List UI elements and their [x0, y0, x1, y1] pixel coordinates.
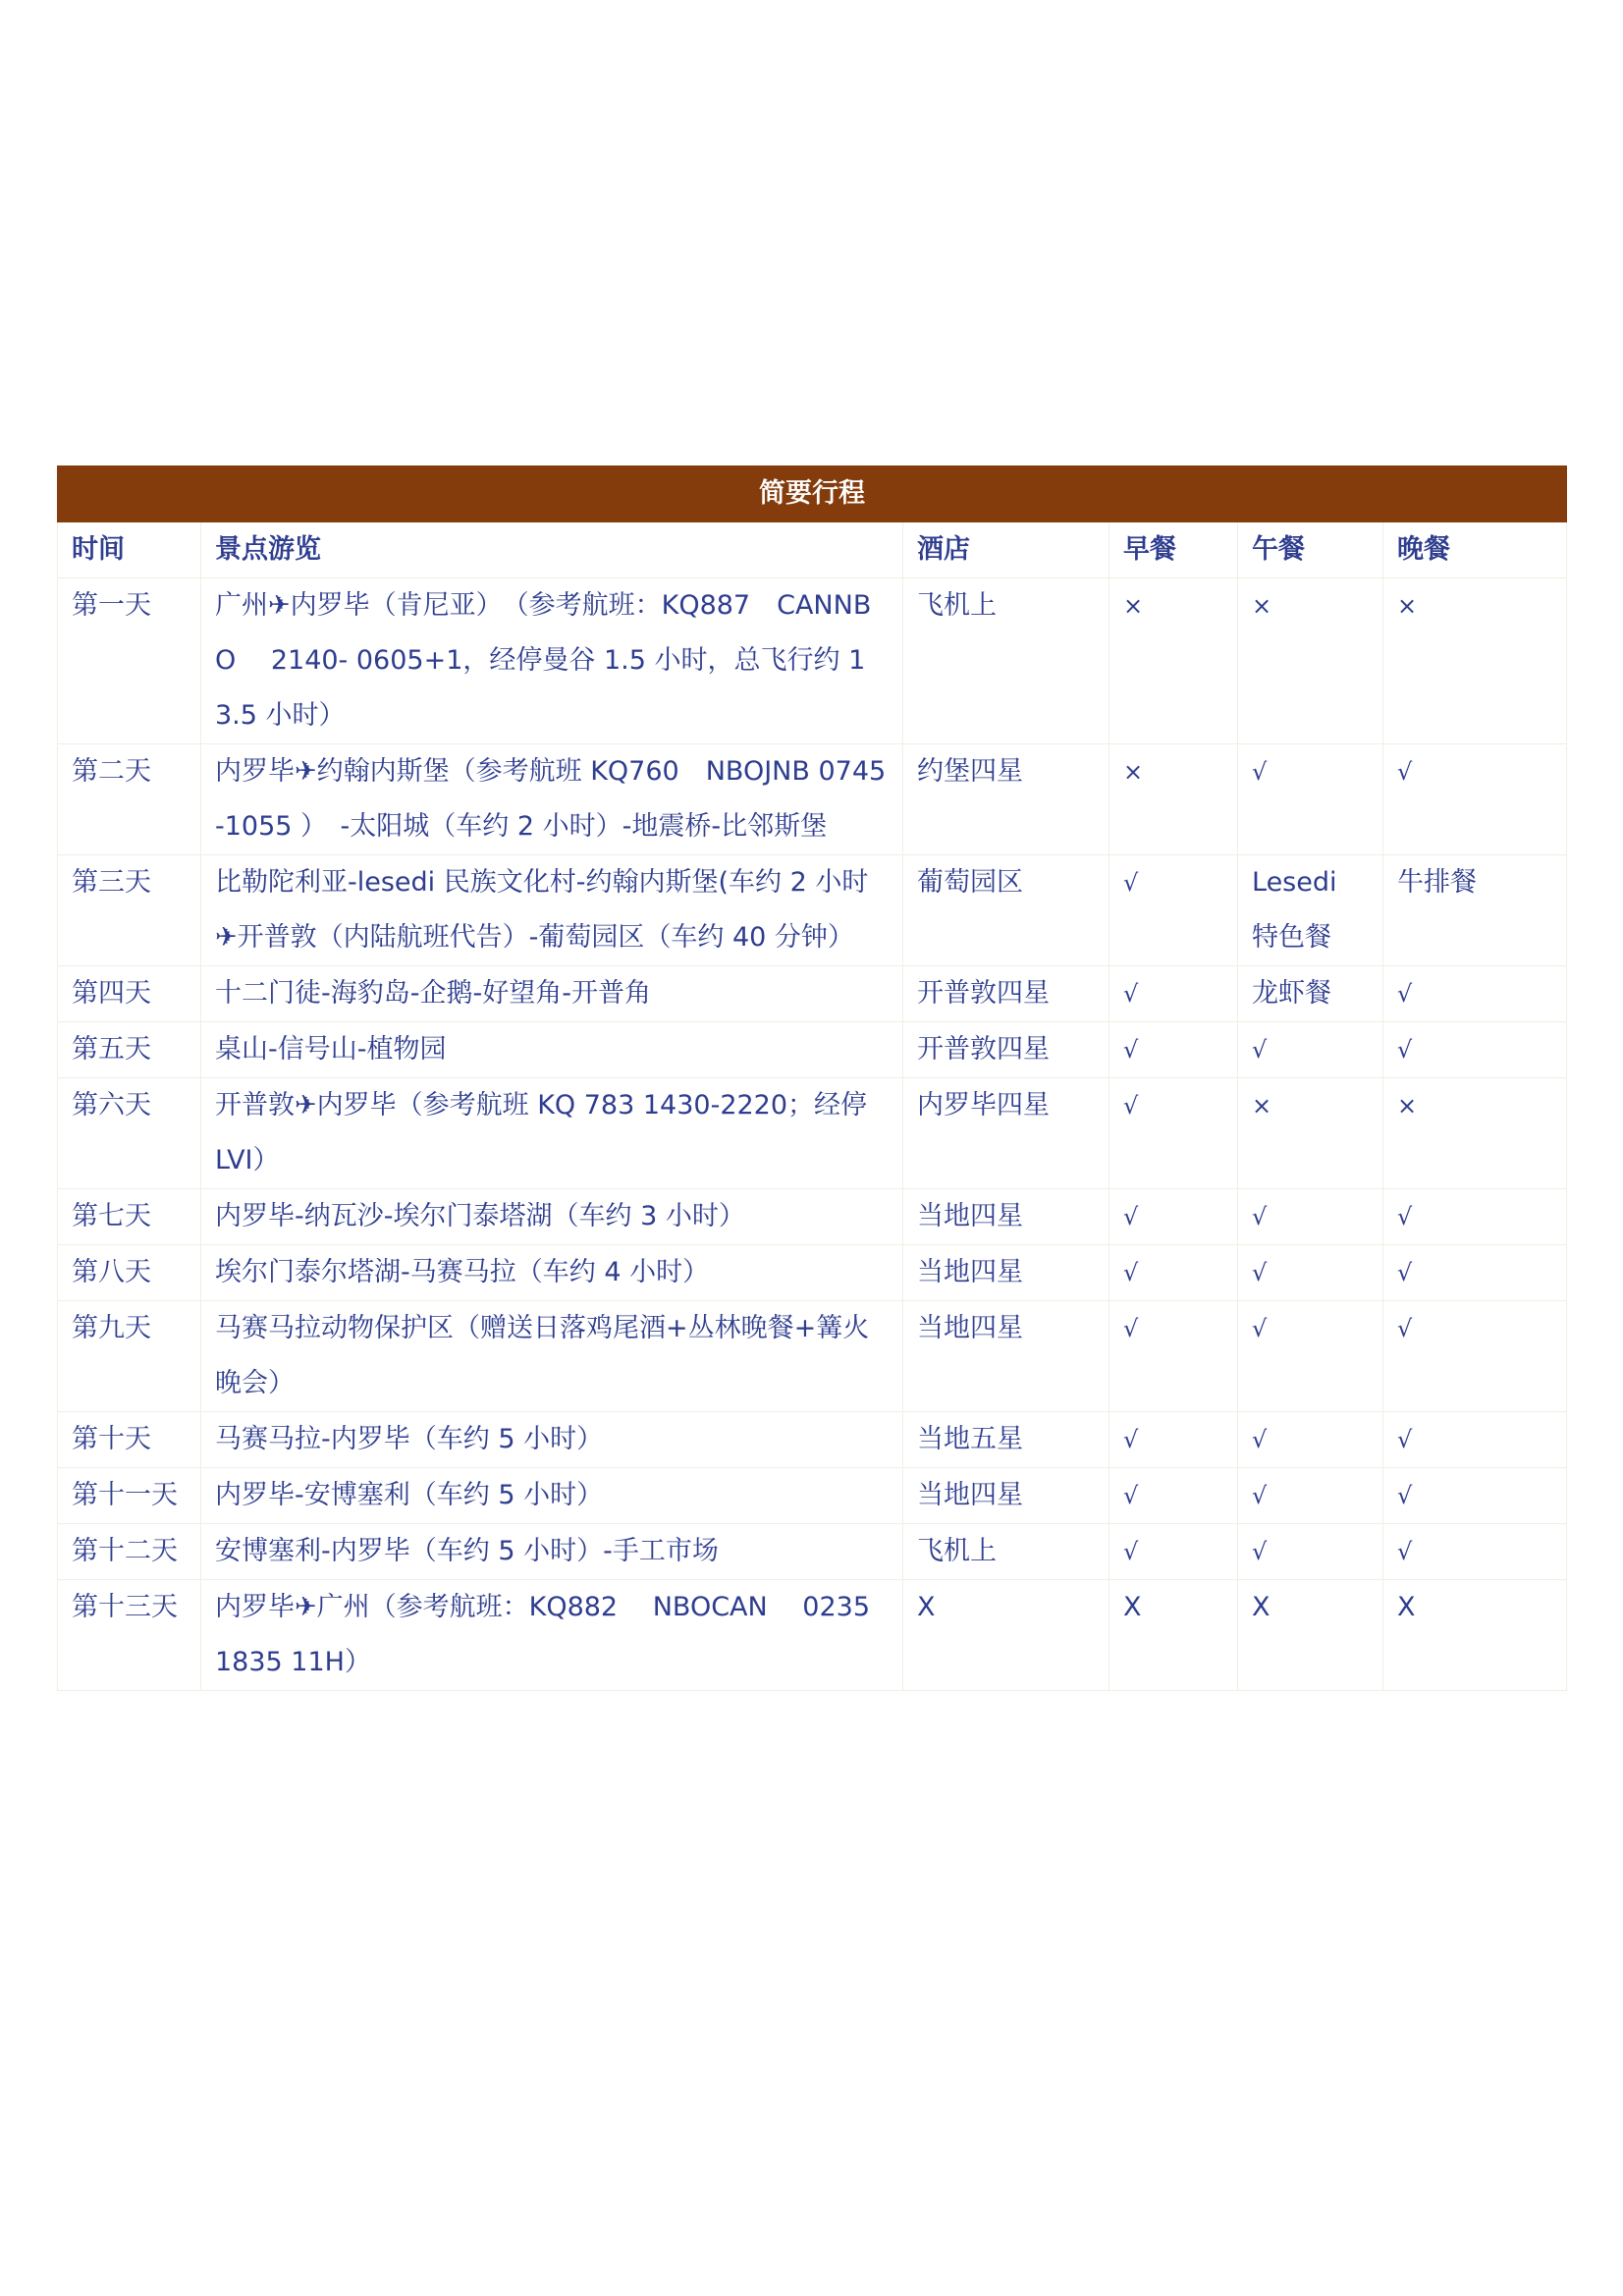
cell-hotel: 约堡四星: [903, 744, 1109, 855]
header-time: 时间: [58, 522, 201, 578]
table-row: [58, 1245, 1567, 1301]
cell-lunch: ×: [1238, 578, 1383, 744]
header-hotel: 酒店: [903, 522, 1109, 578]
cell-dinner: √: [1383, 1524, 1567, 1580]
cell-lunch: √: [1238, 1524, 1383, 1580]
cell-lunch: Lesedi 特色餐: [1238, 855, 1383, 966]
cell-day: 第十二天: [58, 1524, 201, 1580]
cell-breakfast: √: [1109, 855, 1238, 966]
itinerary-table-container: [57, 465, 1566, 1691]
cell-breakfast: √: [1109, 966, 1238, 1022]
header-dinner: 晚餐: [1383, 522, 1567, 578]
cell-sights: 马赛马拉-内罗毕（车约 5 小时）: [201, 1412, 903, 1468]
cell-hotel: 当地四星: [903, 1468, 1109, 1524]
itinerary-table: [57, 465, 1567, 1691]
cell-hotel: 内罗毕四星: [903, 1078, 1109, 1189]
cell-breakfast: √: [1109, 1245, 1238, 1301]
cell-day: 第九天: [58, 1301, 201, 1412]
cell-lunch: ×: [1238, 1078, 1383, 1189]
cell-dinner: √: [1383, 1412, 1567, 1468]
table-title-row: [58, 466, 1567, 522]
cell-lunch: √: [1238, 1468, 1383, 1524]
cell-sights: 内罗毕-安博塞利（车约 5 小时）: [201, 1468, 903, 1524]
cell-hotel: 当地五星: [903, 1412, 1109, 1468]
cell-sights: 比勒陀利亚-lesedi 民族文化村-约翰内斯堡(车约 2 小时✈开普敦（内陆航班代告）-葡萄园区（车约 40 分钟）: [201, 855, 903, 966]
cell-dinner: X: [1383, 1580, 1567, 1691]
cell-lunch: √: [1238, 744, 1383, 855]
cell-sights: 内罗毕-纳瓦沙-埃尔门泰塔湖（车约 3 小时）: [201, 1189, 903, 1245]
cell-day: 第八天: [58, 1245, 201, 1301]
header-sights: 景点游览: [201, 522, 903, 578]
cell-sights: 十二门徒-海豹岛-企鹅-好望角-开普角: [201, 966, 903, 1022]
cell-day: 第四天: [58, 966, 201, 1022]
header-lunch: 午餐: [1238, 522, 1383, 578]
table-row: [58, 744, 1567, 855]
table-row: [58, 578, 1567, 744]
cell-breakfast: √: [1109, 1468, 1238, 1524]
cell-hotel: 当地四星: [903, 1245, 1109, 1301]
table-row: [58, 855, 1567, 966]
cell-day: 第一天: [58, 578, 201, 744]
cell-dinner: 牛排餐: [1383, 855, 1567, 966]
table-row: [58, 1524, 1567, 1580]
cell-lunch: √: [1238, 1189, 1383, 1245]
cell-dinner: √: [1383, 1245, 1567, 1301]
table-row: [58, 1078, 1567, 1189]
cell-breakfast: √: [1109, 1078, 1238, 1189]
cell-hotel: 飞机上: [903, 1524, 1109, 1580]
table-header-row: [58, 522, 1567, 578]
cell-sights: 桌山-信号山-植物园: [201, 1022, 903, 1078]
cell-breakfast: X: [1109, 1580, 1238, 1691]
cell-dinner: √: [1383, 1022, 1567, 1078]
cell-hotel: 当地四星: [903, 1301, 1109, 1412]
cell-day: 第七天: [58, 1189, 201, 1245]
cell-day: 第六天: [58, 1078, 201, 1189]
cell-hotel: X: [903, 1580, 1109, 1691]
cell-breakfast: √: [1109, 1524, 1238, 1580]
cell-dinner: ×: [1383, 578, 1567, 744]
cell-day: 第五天: [58, 1022, 201, 1078]
cell-breakfast: √: [1109, 1412, 1238, 1468]
table-row: [58, 1301, 1567, 1412]
cell-day: 第十三天: [58, 1580, 201, 1691]
table-title: 简要行程: [58, 466, 1567, 522]
cell-breakfast: √: [1109, 1022, 1238, 1078]
cell-lunch: √: [1238, 1245, 1383, 1301]
table-row: [58, 966, 1567, 1022]
cell-sights: 内罗毕✈广州（参考航班：KQ882 NBOCAN 0235 1835 11H）: [201, 1580, 903, 1691]
table-row: [58, 1022, 1567, 1078]
cell-lunch: √: [1238, 1301, 1383, 1412]
cell-day: 第十天: [58, 1412, 201, 1468]
cell-dinner: √: [1383, 1189, 1567, 1245]
cell-dinner: √: [1383, 744, 1567, 855]
cell-lunch: X: [1238, 1580, 1383, 1691]
cell-breakfast: ×: [1109, 744, 1238, 855]
cell-day: 第十一天: [58, 1468, 201, 1524]
cell-lunch: 龙虾餐: [1238, 966, 1383, 1022]
cell-breakfast: ×: [1109, 578, 1238, 744]
table-row: [58, 1412, 1567, 1468]
table-row: [58, 1580, 1567, 1691]
cell-breakfast: √: [1109, 1189, 1238, 1245]
cell-day: 第二天: [58, 744, 201, 855]
cell-sights: 安博塞利-内罗毕（车约 5 小时）-手工市场: [201, 1524, 903, 1580]
cell-dinner: √: [1383, 966, 1567, 1022]
cell-hotel: 当地四星: [903, 1189, 1109, 1245]
header-breakfast: 早餐: [1109, 522, 1238, 578]
cell-breakfast: √: [1109, 1301, 1238, 1412]
cell-sights: 内罗毕✈约翰内斯堡（参考航班 KQ760 NBOJNB 0745-1055 ） -太阳城（车约 2 小时）-地震桥-比邻斯堡: [201, 744, 903, 855]
cell-sights: 埃尔门泰尔塔湖-马赛马拉（车约 4 小时）: [201, 1245, 903, 1301]
cell-hotel: 开普敦四星: [903, 966, 1109, 1022]
cell-hotel: 飞机上: [903, 578, 1109, 744]
table-row: [58, 1189, 1567, 1245]
cell-hotel: 葡萄园区: [903, 855, 1109, 966]
cell-sights: 广州✈内罗毕（肯尼亚） （参考航班：KQ887 CANNBO 2140- 0605+1，经停曼谷 1.5 小时，总飞行约 13.5 小时）: [201, 578, 903, 744]
table-row: [58, 1468, 1567, 1524]
cell-lunch: √: [1238, 1412, 1383, 1468]
cell-day: 第三天: [58, 855, 201, 966]
cell-sights: 开普敦✈内罗毕（参考航班 KQ 783 1430-2220；经停 LVI）: [201, 1078, 903, 1189]
cell-sights: 马赛马拉动物保护区（赠送日落鸡尾酒+丛林晚餐+篝火晚会）: [201, 1301, 903, 1412]
cell-dinner: ×: [1383, 1078, 1567, 1189]
cell-dinner: √: [1383, 1301, 1567, 1412]
cell-lunch: √: [1238, 1022, 1383, 1078]
cell-dinner: √: [1383, 1468, 1567, 1524]
cell-hotel: 开普敦四星: [903, 1022, 1109, 1078]
